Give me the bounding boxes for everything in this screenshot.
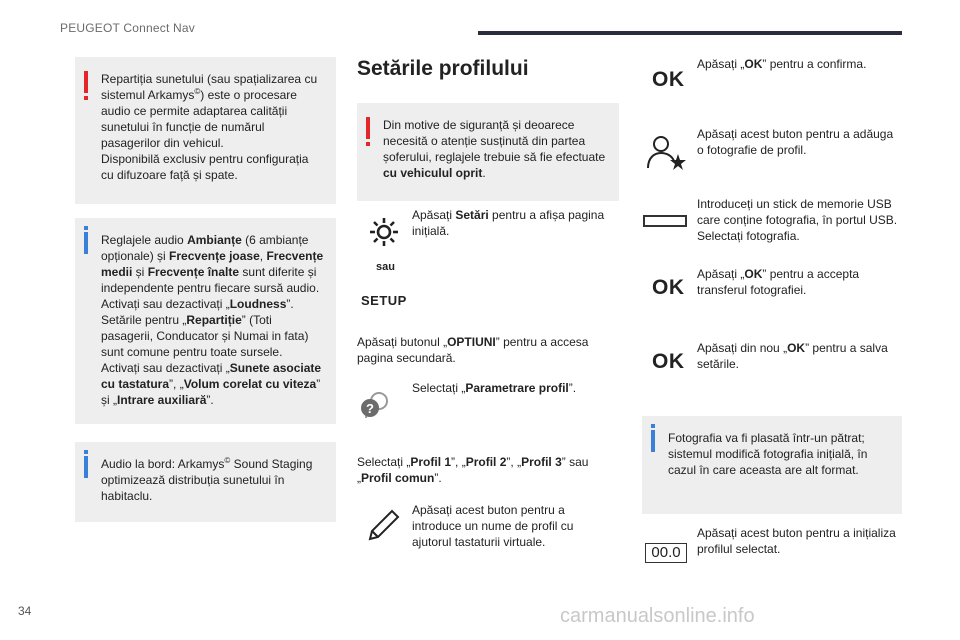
note-text: Activați sau dezactivați „Sunete asociate cu tastatura”, „Volum corelat cu viteza” și „Intrare auxiliară”.	[101, 361, 322, 407]
step-accept-transfer: Apăsați „OK” pentru a accepta transferul fotografiei.	[697, 267, 860, 297]
warning-note-sound-distribution	[75, 57, 336, 204]
usb-stick-icon	[643, 215, 687, 227]
note-text: Activați sau dezactivați „Loudness”.	[101, 297, 294, 311]
step-select-profile: Selectați „Profil 1”, „Profil 2”, „Profil 3” sau „Profil comun”.	[357, 455, 589, 485]
header-bar	[478, 31, 902, 35]
warning-icon	[84, 71, 88, 93]
step-add-photo: Apăsați acest buton pentru a adăuga o fotografie de profil.	[697, 127, 894, 157]
or-label: sau	[376, 261, 395, 273]
step-reset-profile: Apăsați acest buton pentru a inițializa profilul selectat.	[697, 526, 896, 556]
step-edit-name: Apăsați acest buton pentru a introduce un nume de profil cu ajutorul tastaturii virtuale.	[412, 503, 574, 549]
running-header: PEUGEOT Connect Nav	[60, 21, 195, 35]
step-insert-usb: Introduceți un stick de memorie USB care conține fotografia, în portul USB. Selectați fotografia.	[697, 197, 898, 243]
pencil-edit-icon	[364, 507, 402, 545]
info-note-arkamys	[75, 442, 336, 522]
info-icon	[651, 430, 655, 452]
reset-counter-icon: 00.0	[645, 543, 687, 563]
step-options: Apăsați butonul „OPTIUNI” pentru a accesa pagina secundară.	[357, 335, 589, 365]
watermark: carmanualsonline.info	[560, 605, 755, 627]
svg-text:?: ?	[366, 401, 374, 416]
info-icon	[84, 232, 88, 254]
info-note-audio-settings	[75, 218, 336, 424]
note-text: Repartiția sunetului (sau spațializarea cu sistemul Arkamys©) este o procesare audio ce permite adaptarea calității sunetului în funcție de numărul pasagerilor din vehicul.	[101, 72, 318, 150]
warning-icon	[366, 117, 370, 139]
settings-gear-icon	[368, 216, 400, 248]
step-profile-params: Selectați „Parametrare profil”.	[412, 381, 577, 395]
note-text: Audio la bord: Arkamys© Sound Staging optimizează distribuția sunetului în habitaclu.	[101, 456, 313, 503]
ok-button-label: OK	[652, 350, 685, 373]
note-text: Din motive de siguranță și deoarece necesită o atenție susținută din partea șoferului, reglajele trebuie să fie efectuate cu vehiculul oprit.	[383, 118, 606, 180]
ok-button-label: OK	[652, 276, 685, 299]
step-settings: Apăsați Setări pentru a afișa pagina inițială.	[412, 208, 605, 238]
info-icon	[84, 456, 88, 478]
note-text: Fotografia va fi plasată într-un pătrat; sistemul modifică fotografia inițială, în cazul în care aceasta are alt format.	[668, 431, 868, 477]
profile-question-icon	[360, 390, 392, 420]
info-note-photo-format	[642, 416, 902, 514]
note-text: Disponibilă exclusiv pentru configurația cu difuzoare față și spate.	[101, 152, 309, 182]
page-number: 34	[18, 604, 32, 618]
note-text: Reglajele audio Ambianțe (6 ambianțe opționale) și Frecvențe joase, Frecvențe medii și Frecvențe înalte sunt diferite și independente pentru fiecare sursă audio.	[101, 233, 324, 295]
step-confirm: Apăsați „OK” pentru a confirma.	[697, 57, 867, 71]
ok-button-label: OK	[652, 68, 685, 91]
add-profile-photo-icon	[645, 134, 687, 170]
step-save-settings: Apăsați din nou „OK” pentru a salva setările.	[697, 341, 888, 371]
note-text: Setările pentru „Repartiție” (Toti pasagerii, Conducator și Numai in fata) sunt comune pentru toate sursele.	[101, 313, 309, 359]
section-title: Setările profilului	[357, 57, 529, 80]
warning-note-safety	[357, 103, 619, 201]
setup-button-label: SETUP	[361, 293, 407, 308]
